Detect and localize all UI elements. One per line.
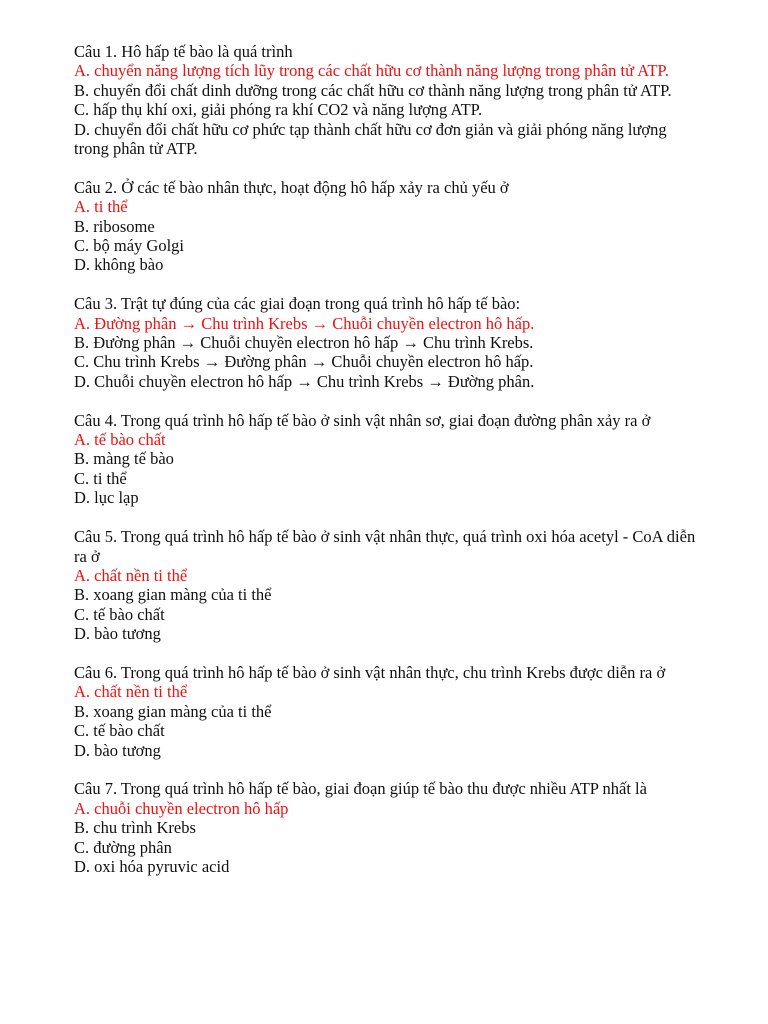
- option-c: C. Chu trình Krebs → Đường phân → Chuỗi chuyền electron hô hấp.: [74, 352, 534, 372]
- document-page: [74, 42, 696, 896]
- option-a-correct: A. ti thể: [74, 197, 128, 217]
- question-stem: Câu 4. Trong quá trình hô hấp tế bào ở sinh vật nhân sơ, giai đoạn đường phân xảy ra ở: [74, 410, 651, 430]
- option-a-correct: A. Đường phân → Chu trình Krebs → Chuỗi chuyền electron hô hấp.: [74, 313, 535, 333]
- option-a-correct: A. chuỗi chuyền electron hô hấp: [74, 798, 289, 818]
- question-7: [74, 779, 696, 876]
- option-a-correct: A. chất nền ti thể: [74, 682, 188, 702]
- option-d: D. không bào: [74, 255, 164, 275]
- option-b: B. xoang gian màng của ti thể: [74, 585, 272, 605]
- option-d: D. bào tương: [74, 740, 161, 760]
- option-c: C. bộ máy Golgi: [74, 236, 184, 256]
- question-stem: Câu 3. Trật tự đúng của các giai đoạn trong quá trình hô hấp tế bào:: [74, 294, 521, 314]
- option-b: B. màng tế bào: [74, 449, 174, 469]
- option-c: C. ti thể: [74, 468, 127, 488]
- question-stem: Câu 6. Trong quá trình hô hấp tế bào ở sinh vật nhân thực, chu trình Krebs được diễn ra ở: [74, 662, 666, 682]
- option-d: D. lục lạp: [74, 488, 139, 508]
- question-stem: Câu 2. Ở các tế bào nhân thực, hoạt động hô hấp xảy ra chủ yếu ở: [74, 177, 509, 197]
- option-c: C. tế bào chất: [74, 721, 165, 741]
- option-a-correct: A. tế bào chất: [74, 430, 166, 450]
- question-stem: Câu 5. Trong quá trình hô hấp tế bào ở sinh vật nhân thực, quá trình oxi hóa acetyl - CoA diễn ra ở: [74, 527, 696, 566]
- question-2: [74, 178, 696, 275]
- question-6: [74, 663, 696, 760]
- question-3: [74, 294, 696, 391]
- question-1: [74, 42, 696, 158]
- option-d: D. bào tương: [74, 624, 161, 644]
- option-d: D. oxi hóa pyruvic acid: [74, 856, 230, 876]
- option-c: C. hấp thụ khí oxi, giải phóng ra khí CO2 và năng lượng ATP.: [74, 100, 483, 120]
- option-b: B. ribosome: [74, 216, 155, 236]
- question-4: [74, 411, 696, 508]
- option-a-correct: A. chất nền ti thể: [74, 565, 188, 585]
- option-a-correct: A. chuyển năng lượng tích lũy trong các chất hữu cơ thành năng lượng trong phân tử ATP.: [74, 61, 669, 81]
- option-b: B. xoang gian màng của ti thể: [74, 701, 272, 721]
- question-stem: Câu 7. Trong quá trình hô hấp tế bào, giai đoạn giúp tế bào thu được nhiều ATP nhất là: [74, 779, 647, 799]
- option-d: D. Chuỗi chuyền electron hô hấp → Chu trình Krebs → Đường phân.: [74, 371, 535, 391]
- option-c: C. đường phân: [74, 837, 172, 857]
- option-d: D. chuyển đổi chất hữu cơ phức tạp thành chất hữu cơ đơn giản và giải phóng năng lượng trong phân tử ATP.: [74, 119, 667, 159]
- option-b: B. Đường phân → Chuỗi chuyền electron hô hấp → Chu trình Krebs.: [74, 333, 534, 353]
- question-5: [74, 527, 696, 643]
- option-c: C. tế bào chất: [74, 604, 165, 624]
- option-b: B. chuyển đổi chất dinh dưỡng trong các chất hữu cơ thành năng lượng trong phân tử ATP.: [74, 80, 672, 100]
- question-stem: Câu 1. Hô hấp tế bào là quá trình: [74, 42, 293, 61]
- option-b: B. chu trình Krebs: [74, 818, 196, 838]
